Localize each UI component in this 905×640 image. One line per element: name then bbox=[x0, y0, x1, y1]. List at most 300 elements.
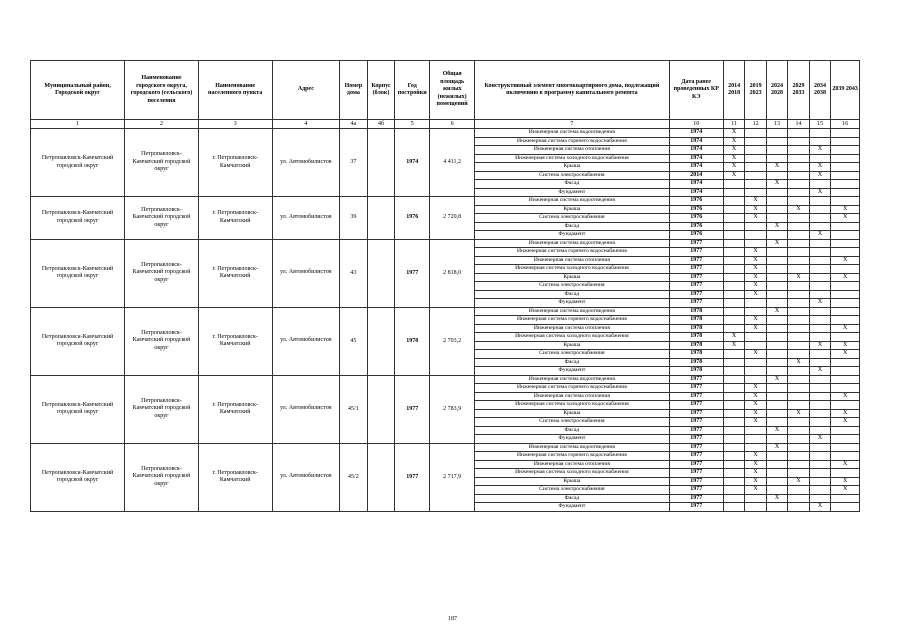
address-cell: ул. Автомобилистов bbox=[272, 375, 340, 443]
period-3-cell: X bbox=[766, 375, 787, 384]
header-district: Муниципальный район, Городской округ bbox=[31, 61, 125, 120]
column-number-row bbox=[31, 120, 860, 129]
period-2-cell bbox=[745, 171, 766, 180]
period-6-cell bbox=[831, 129, 860, 138]
header-period-3: 2024 2028 bbox=[766, 61, 787, 120]
repair-program-table bbox=[30, 60, 860, 512]
period-6-cell: X bbox=[831, 409, 860, 418]
column-number: 7 bbox=[475, 120, 669, 129]
period-6-cell: X bbox=[831, 205, 860, 214]
kr-date-cell: 1977 bbox=[669, 392, 723, 401]
settlement-cell: Петропавловск-Камчатский городской округ bbox=[125, 129, 199, 197]
period-5-cell: X bbox=[809, 163, 830, 172]
element-cell: Инженерная система отопления bbox=[475, 460, 669, 469]
element-cell: Инженерная система горячего водоснабжения bbox=[475, 248, 669, 257]
period-3-cell: X bbox=[766, 426, 787, 435]
settlement-cell: Петропавловск-Камчатский городской округ bbox=[125, 197, 199, 240]
house-number-cell: 45/2 bbox=[340, 443, 368, 511]
period-3-cell bbox=[766, 248, 787, 257]
element-cell: Крыша bbox=[475, 163, 669, 172]
period-4-cell: X bbox=[788, 273, 809, 282]
block-cell bbox=[367, 307, 395, 375]
period-6-cell bbox=[831, 154, 860, 163]
period-5-cell bbox=[809, 137, 830, 146]
period-6-cell bbox=[831, 333, 860, 342]
period-2-cell bbox=[745, 137, 766, 146]
period-2-cell bbox=[745, 188, 766, 197]
period-6-cell: X bbox=[831, 324, 860, 333]
period-4-cell bbox=[788, 154, 809, 163]
kr-date-cell: 1976 bbox=[669, 231, 723, 240]
period-5-cell bbox=[809, 494, 830, 503]
page-number: 187 bbox=[448, 616, 457, 622]
kr-date-cell: 1977 bbox=[669, 265, 723, 274]
column-number: 12 bbox=[745, 120, 766, 129]
kr-date-cell: 1978 bbox=[669, 367, 723, 376]
period-5-cell bbox=[809, 265, 830, 274]
period-5-cell bbox=[809, 180, 830, 189]
element-cell: Фундамент bbox=[475, 299, 669, 308]
element-cell: Фасад bbox=[475, 180, 669, 189]
element-cell: Фасад bbox=[475, 222, 669, 231]
period-5-cell: X bbox=[809, 171, 830, 180]
period-5-cell: X bbox=[809, 435, 830, 444]
table-row bbox=[31, 197, 860, 206]
period-2-cell bbox=[745, 154, 766, 163]
period-6-cell bbox=[831, 163, 860, 172]
period-4-cell bbox=[788, 469, 809, 478]
element-cell: Инженерная система холодного водоснабжения bbox=[475, 154, 669, 163]
kr-date-cell: 1977 bbox=[669, 290, 723, 299]
period-3-cell bbox=[766, 350, 787, 359]
element-cell: Система электроснабжения bbox=[475, 350, 669, 359]
area-cell: 2 717,9 bbox=[430, 443, 475, 511]
settlement-cell: Петропавловск-Камчатский городской округ bbox=[125, 307, 199, 375]
period-4-cell: X bbox=[788, 358, 809, 367]
period-3-cell bbox=[766, 358, 787, 367]
element-cell: Система электроснабжения bbox=[475, 214, 669, 223]
period-2-cell bbox=[745, 333, 766, 342]
period-2-cell bbox=[745, 367, 766, 376]
table-row bbox=[31, 443, 860, 452]
period-2-cell: X bbox=[745, 452, 766, 461]
period-6-cell bbox=[831, 197, 860, 206]
period-6-cell bbox=[831, 146, 860, 155]
period-1-cell: X bbox=[723, 163, 744, 172]
period-6-cell bbox=[831, 367, 860, 376]
period-2-cell bbox=[745, 129, 766, 138]
period-4-cell bbox=[788, 324, 809, 333]
period-4-cell bbox=[788, 401, 809, 410]
period-3-cell bbox=[766, 137, 787, 146]
period-5-cell bbox=[809, 197, 830, 206]
period-3-cell: X bbox=[766, 163, 787, 172]
period-3-cell: X bbox=[766, 307, 787, 316]
period-2-cell bbox=[745, 239, 766, 248]
period-3-cell bbox=[766, 333, 787, 342]
element-cell: Инженерная система горячего водоснабжения bbox=[475, 384, 669, 393]
period-6-cell: X bbox=[831, 350, 860, 359]
kr-date-cell: 1977 bbox=[669, 503, 723, 512]
header-period-5: 2034 2038 bbox=[809, 61, 830, 120]
period-3-cell: X bbox=[766, 180, 787, 189]
period-5-cell bbox=[809, 486, 830, 495]
kr-date-cell: 1974 bbox=[669, 146, 723, 155]
period-4-cell bbox=[788, 486, 809, 495]
period-1-cell bbox=[723, 205, 744, 214]
period-5-cell: X bbox=[809, 188, 830, 197]
period-3-cell bbox=[766, 460, 787, 469]
period-4-cell bbox=[788, 452, 809, 461]
period-2-cell: X bbox=[745, 392, 766, 401]
column-number: 11 bbox=[723, 120, 744, 129]
period-5-cell bbox=[809, 418, 830, 427]
period-1-cell bbox=[723, 180, 744, 189]
period-4-cell bbox=[788, 214, 809, 223]
period-5-cell bbox=[809, 409, 830, 418]
period-6-cell bbox=[831, 375, 860, 384]
header-kr-date: Дата ранее проведенных КР КЭ bbox=[669, 61, 723, 120]
kr-date-cell: 1978 bbox=[669, 350, 723, 359]
element-cell: Система электроснабжения bbox=[475, 486, 669, 495]
period-2-cell bbox=[745, 163, 766, 172]
element-cell: Инженерная система холодного водоснабжения bbox=[475, 265, 669, 274]
kr-date-cell: 1977 bbox=[669, 469, 723, 478]
element-cell: Фасад bbox=[475, 426, 669, 435]
period-6-cell bbox=[831, 307, 860, 316]
period-3-cell bbox=[766, 265, 787, 274]
period-3-cell bbox=[766, 290, 787, 299]
period-3-cell bbox=[766, 214, 787, 223]
element-cell: Инженерная система отопления bbox=[475, 392, 669, 401]
period-6-cell bbox=[831, 188, 860, 197]
column-number: 14 bbox=[788, 120, 809, 129]
kr-date-cell: 1977 bbox=[669, 452, 723, 461]
kr-date-cell: 1974 bbox=[669, 154, 723, 163]
period-6-cell bbox=[831, 316, 860, 325]
period-4-cell bbox=[788, 418, 809, 427]
column-number: 4 bbox=[272, 120, 340, 129]
period-3-cell bbox=[766, 231, 787, 240]
period-6-cell bbox=[831, 452, 860, 461]
period-1-cell bbox=[723, 435, 744, 444]
district-cell: Петропавловск-Камчатский городской округ bbox=[31, 443, 125, 511]
period-6-cell: X bbox=[831, 418, 860, 427]
period-1-cell bbox=[723, 248, 744, 257]
period-3-cell bbox=[766, 197, 787, 206]
period-2-cell bbox=[745, 307, 766, 316]
period-2-cell: X bbox=[745, 350, 766, 359]
kr-date-cell: 1977 bbox=[669, 375, 723, 384]
period-6-cell: X bbox=[831, 214, 860, 223]
period-3-cell bbox=[766, 477, 787, 486]
period-2-cell: X bbox=[745, 384, 766, 393]
period-5-cell: X bbox=[809, 299, 830, 308]
period-2-cell: X bbox=[745, 214, 766, 223]
address-cell: ул. Автомобилистов bbox=[272, 197, 340, 240]
period-3-cell bbox=[766, 205, 787, 214]
block-cell bbox=[367, 443, 395, 511]
period-5-cell bbox=[809, 401, 830, 410]
period-6-cell bbox=[831, 137, 860, 146]
period-6-cell bbox=[831, 494, 860, 503]
period-4-cell bbox=[788, 350, 809, 359]
period-1-cell bbox=[723, 375, 744, 384]
period-1-cell bbox=[723, 324, 744, 333]
period-4-cell bbox=[788, 163, 809, 172]
year-cell: 1974 bbox=[395, 129, 430, 197]
period-2-cell: X bbox=[745, 273, 766, 282]
district-cell: Петропавловск-Камчатский городской округ bbox=[31, 129, 125, 197]
block-cell bbox=[367, 197, 395, 240]
period-2-cell bbox=[745, 180, 766, 189]
element-cell: Инженерная система водоотведения bbox=[475, 443, 669, 452]
element-cell: Фундамент bbox=[475, 188, 669, 197]
period-3-cell bbox=[766, 367, 787, 376]
period-2-cell: X bbox=[745, 256, 766, 265]
period-5-cell bbox=[809, 324, 830, 333]
period-2-cell: X bbox=[745, 197, 766, 206]
period-6-cell: X bbox=[831, 486, 860, 495]
element-cell: Крыша bbox=[475, 341, 669, 350]
period-5-cell bbox=[809, 358, 830, 367]
period-1-cell bbox=[723, 486, 744, 495]
period-6-cell: X bbox=[831, 477, 860, 486]
column-number: 10 bbox=[669, 120, 723, 129]
period-1-cell bbox=[723, 299, 744, 308]
period-5-cell bbox=[809, 154, 830, 163]
period-6-cell: X bbox=[831, 460, 860, 469]
period-4-cell bbox=[788, 316, 809, 325]
period-1-cell bbox=[723, 265, 744, 274]
kr-date-cell: 1978 bbox=[669, 324, 723, 333]
column-number: 3 bbox=[198, 120, 272, 129]
period-4-cell bbox=[788, 290, 809, 299]
header-settlement: Наименование городского округа, городского (сельского) поселения bbox=[125, 61, 199, 120]
element-cell: Крыша bbox=[475, 205, 669, 214]
kr-date-cell: 1977 bbox=[669, 401, 723, 410]
element-cell: Инженерная система холодного водоснабжения bbox=[475, 401, 669, 410]
settlement-cell: Петропавловск-Камчатский городской округ bbox=[125, 443, 199, 511]
period-3-cell bbox=[766, 316, 787, 325]
period-6-cell bbox=[831, 265, 860, 274]
column-number: 5 bbox=[395, 120, 430, 129]
element-cell: Инженерная система холодного водоснабжения bbox=[475, 469, 669, 478]
period-5-cell bbox=[809, 239, 830, 248]
element-cell: Инженерная система горячего водоснабжения bbox=[475, 137, 669, 146]
period-2-cell bbox=[745, 494, 766, 503]
period-3-cell bbox=[766, 418, 787, 427]
period-5-cell bbox=[809, 222, 830, 231]
kr-date-cell: 1977 bbox=[669, 418, 723, 427]
period-1-cell bbox=[723, 316, 744, 325]
period-6-cell bbox=[831, 231, 860, 240]
period-4-cell bbox=[788, 282, 809, 291]
area-cell: 2 703,2 bbox=[430, 307, 475, 375]
period-2-cell: X bbox=[745, 401, 766, 410]
header-element: Конструктивный элемент многоквартирного дома, подлежащий включению в программу капитального ремонта bbox=[475, 61, 669, 120]
period-2-cell: X bbox=[745, 418, 766, 427]
period-5-cell bbox=[809, 443, 830, 452]
period-4-cell bbox=[788, 239, 809, 248]
kr-date-cell: 1974 bbox=[669, 180, 723, 189]
kr-date-cell: 1978 bbox=[669, 307, 723, 316]
period-1-cell bbox=[723, 358, 744, 367]
header-period-6: 2039 2043 bbox=[831, 61, 860, 120]
element-cell: Крыша bbox=[475, 477, 669, 486]
period-3-cell bbox=[766, 171, 787, 180]
period-5-cell: X bbox=[809, 503, 830, 512]
kr-date-cell: 1978 bbox=[669, 316, 723, 325]
element-cell: Инженерная система водоотведения bbox=[475, 307, 669, 316]
header-block: Корпус (блок) bbox=[367, 61, 395, 120]
period-1-cell bbox=[723, 409, 744, 418]
period-4-cell bbox=[788, 231, 809, 240]
period-6-cell bbox=[831, 469, 860, 478]
kr-date-cell: 1977 bbox=[669, 239, 723, 248]
locality-cell: г. Петропавловск-Камчатский bbox=[198, 239, 272, 307]
element-cell: Фасад bbox=[475, 358, 669, 367]
period-2-cell bbox=[745, 231, 766, 240]
period-2-cell bbox=[745, 375, 766, 384]
period-3-cell bbox=[766, 299, 787, 308]
period-1-cell bbox=[723, 307, 744, 316]
period-6-cell bbox=[831, 222, 860, 231]
column-number: 13 bbox=[766, 120, 787, 129]
period-3-cell bbox=[766, 503, 787, 512]
period-1-cell: X bbox=[723, 137, 744, 146]
area-cell: 2 818,0 bbox=[430, 239, 475, 307]
element-cell: Система электроснабжения bbox=[475, 282, 669, 291]
period-4-cell: X bbox=[788, 205, 809, 214]
column-number: 4б bbox=[367, 120, 395, 129]
address-cell: ул. Автомобилистов bbox=[272, 443, 340, 511]
period-1-cell bbox=[723, 384, 744, 393]
period-1-cell bbox=[723, 290, 744, 299]
period-2-cell: X bbox=[745, 265, 766, 274]
period-3-cell: X bbox=[766, 239, 787, 248]
block-cell bbox=[367, 129, 395, 197]
period-4-cell: X bbox=[788, 477, 809, 486]
element-cell: Инженерная система холодного водоснабжения bbox=[475, 333, 669, 342]
kr-date-cell: 1974 bbox=[669, 163, 723, 172]
period-5-cell: X bbox=[809, 367, 830, 376]
period-1-cell: X bbox=[723, 146, 744, 155]
period-1-cell bbox=[723, 350, 744, 359]
period-1-cell bbox=[723, 239, 744, 248]
period-2-cell bbox=[745, 426, 766, 435]
period-3-cell bbox=[766, 469, 787, 478]
element-cell: Инженерная система горячего водоснабжения bbox=[475, 452, 669, 461]
table-row bbox=[31, 375, 860, 384]
period-1-cell: X bbox=[723, 341, 744, 350]
element-cell: Крыша bbox=[475, 273, 669, 282]
house-number-cell: 45/1 bbox=[340, 375, 368, 443]
year-cell: 1977 bbox=[395, 375, 430, 443]
kr-date-cell: 1976 bbox=[669, 205, 723, 214]
period-3-cell bbox=[766, 129, 787, 138]
element-cell: Инженерная система водоотведения bbox=[475, 197, 669, 206]
house-number-cell: 45 bbox=[340, 307, 368, 375]
kr-date-cell: 1977 bbox=[669, 384, 723, 393]
element-cell: Крыша bbox=[475, 409, 669, 418]
period-6-cell bbox=[831, 290, 860, 299]
kr-date-cell: 1978 bbox=[669, 358, 723, 367]
period-5-cell bbox=[809, 333, 830, 342]
period-1-cell bbox=[723, 443, 744, 452]
period-4-cell bbox=[788, 188, 809, 197]
period-4-cell bbox=[788, 256, 809, 265]
column-number: 16 bbox=[831, 120, 860, 129]
period-6-cell bbox=[831, 248, 860, 257]
period-5-cell bbox=[809, 290, 830, 299]
header-locality: Наименование населенного пункта bbox=[198, 61, 272, 120]
period-5-cell bbox=[809, 452, 830, 461]
address-cell: ул. Автомобилистов bbox=[272, 307, 340, 375]
period-5-cell bbox=[809, 316, 830, 325]
settlement-cell: Петропавловск-Камчатский городской округ bbox=[125, 239, 199, 307]
period-6-cell bbox=[831, 401, 860, 410]
period-3-cell bbox=[766, 486, 787, 495]
column-number: 1 bbox=[31, 120, 125, 129]
period-6-cell bbox=[831, 435, 860, 444]
element-cell: Инженерная система водоотведения bbox=[475, 129, 669, 138]
period-1-cell bbox=[723, 477, 744, 486]
period-1-cell bbox=[723, 460, 744, 469]
period-1-cell bbox=[723, 452, 744, 461]
kr-date-cell: 1978 bbox=[669, 341, 723, 350]
period-6-cell bbox=[831, 384, 860, 393]
header-area: Общая площадь жилых (нежилых) помещений bbox=[430, 61, 475, 120]
house-number-cell: 43 bbox=[340, 239, 368, 307]
area-cell: 2 783,9 bbox=[430, 375, 475, 443]
period-1-cell bbox=[723, 231, 744, 240]
kr-date-cell: 1977 bbox=[669, 477, 723, 486]
period-4-cell bbox=[788, 384, 809, 393]
element-cell: Инженерная система водоотведения bbox=[475, 239, 669, 248]
period-4-cell bbox=[788, 435, 809, 444]
table-row bbox=[31, 239, 860, 248]
period-6-cell bbox=[831, 180, 860, 189]
period-3-cell bbox=[766, 384, 787, 393]
period-1-cell: X bbox=[723, 154, 744, 163]
period-6-cell bbox=[831, 503, 860, 512]
period-1-cell bbox=[723, 256, 744, 265]
kr-date-cell: 1977 bbox=[669, 273, 723, 282]
element-cell: Фундамент bbox=[475, 503, 669, 512]
kr-date-cell: 1977 bbox=[669, 282, 723, 291]
table-body bbox=[31, 129, 860, 512]
period-2-cell: X bbox=[745, 409, 766, 418]
kr-date-cell: 1978 bbox=[669, 333, 723, 342]
element-cell: Фундамент bbox=[475, 231, 669, 240]
kr-date-cell: 1974 bbox=[669, 137, 723, 146]
period-1-cell bbox=[723, 282, 744, 291]
period-2-cell bbox=[745, 443, 766, 452]
table-row bbox=[31, 307, 860, 316]
period-5-cell bbox=[809, 350, 830, 359]
kr-date-cell: 1977 bbox=[669, 435, 723, 444]
period-1-cell bbox=[723, 367, 744, 376]
period-2-cell bbox=[745, 146, 766, 155]
period-2-cell: X bbox=[745, 460, 766, 469]
kr-date-cell: 2014 bbox=[669, 171, 723, 180]
period-4-cell bbox=[788, 307, 809, 316]
period-6-cell: X bbox=[831, 341, 860, 350]
period-5-cell bbox=[809, 384, 830, 393]
header-address: Адрес bbox=[272, 61, 340, 120]
period-3-cell bbox=[766, 435, 787, 444]
